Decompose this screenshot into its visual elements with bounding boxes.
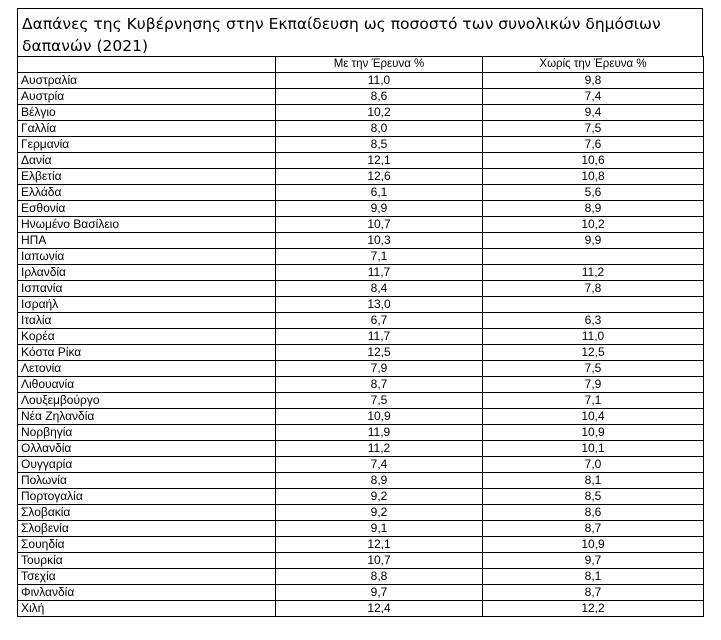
with-research-cell: 7,9	[276, 361, 483, 377]
table-row	[18, 361, 704, 377]
country-cell: Λουξεμβούργο	[18, 393, 276, 409]
with-research-cell: 12,6	[276, 169, 483, 185]
country-cell: Σουηδία	[18, 537, 276, 553]
table-row	[18, 297, 704, 313]
table-row	[18, 137, 704, 153]
with-research-cell: 9,1	[276, 521, 483, 537]
with-research-cell: 12,1	[276, 153, 483, 169]
country-cell: Αυστρία	[18, 89, 276, 105]
without-research-cell: 7,4	[483, 89, 704, 105]
with-research-cell: 8,4	[276, 281, 483, 297]
with-research-cell: 9,9	[276, 201, 483, 217]
table-row	[18, 265, 704, 281]
table-row	[18, 377, 704, 393]
table-row	[18, 585, 704, 601]
country-cell: Φινλανδία	[18, 585, 276, 601]
with-research-cell: 9,2	[276, 489, 483, 505]
country-cell: Νορβηγία	[18, 425, 276, 441]
with-research-cell: 10,7	[276, 553, 483, 569]
without-research-cell: 9,4	[483, 105, 704, 121]
country-cell: Ιαπωνία	[18, 249, 276, 265]
table-row	[18, 569, 704, 585]
without-research-cell: 11,2	[483, 265, 704, 281]
country-cell: Κορέα	[18, 329, 276, 345]
without-research-cell: 10,1	[483, 441, 704, 457]
without-research-cell: 10,4	[483, 409, 704, 425]
without-research-cell: 12,5	[483, 345, 704, 361]
without-research-cell: 9,8	[483, 73, 704, 89]
table-row	[18, 153, 704, 169]
header-without-research: Χωρίς την Έρευνα %	[483, 57, 704, 73]
with-research-cell: 9,2	[276, 505, 483, 521]
country-cell: Ηνωμένο Βασίλειο	[18, 217, 276, 233]
country-cell: Ισπανία	[18, 281, 276, 297]
without-research-cell: 7,8	[483, 281, 704, 297]
without-research-cell: 6,3	[483, 313, 704, 329]
country-cell: Σλοβακία	[18, 505, 276, 521]
with-research-cell: 10,7	[276, 217, 483, 233]
table-title: Δαπάνες της Κυβέρνησης στην Εκπαίδευση ως ποσοστό των συνολικών δημόσιων δαπανών (2021)	[17, 8, 703, 56]
table-row	[18, 217, 704, 233]
with-research-cell: 8,7	[276, 377, 483, 393]
country-cell: Λετονία	[18, 361, 276, 377]
without-research-cell	[483, 249, 704, 265]
country-cell: Χιλή	[18, 601, 276, 617]
table-row	[18, 425, 704, 441]
country-cell: Πορτογαλία	[18, 489, 276, 505]
country-cell: Δανία	[18, 153, 276, 169]
with-research-cell: 8,9	[276, 473, 483, 489]
with-research-cell: 12,5	[276, 345, 483, 361]
without-research-cell: 8,1	[483, 569, 704, 585]
table-row	[18, 521, 704, 537]
table-row	[18, 345, 704, 361]
country-cell: Γερμανία	[18, 137, 276, 153]
table-row	[18, 441, 704, 457]
country-cell: Κόστα Ρίκα	[18, 345, 276, 361]
country-cell: ΗΠΑ	[18, 233, 276, 249]
without-research-cell: 11,0	[483, 329, 704, 345]
without-research-cell: 8,7	[483, 521, 704, 537]
with-research-cell: 7,1	[276, 249, 483, 265]
without-research-cell: 8,7	[483, 585, 704, 601]
with-research-cell: 6,7	[276, 313, 483, 329]
country-cell: Ισραήλ	[18, 297, 276, 313]
with-research-cell: 11,9	[276, 425, 483, 441]
country-cell: Τουρκία	[18, 553, 276, 569]
with-research-cell: 11,2	[276, 441, 483, 457]
header-country	[18, 57, 276, 73]
country-cell: Ολλανδία	[18, 441, 276, 457]
without-research-cell: 9,9	[483, 233, 704, 249]
country-cell: Αυστραλία	[18, 73, 276, 89]
with-research-cell: 11,7	[276, 329, 483, 345]
country-cell: Πολωνία	[18, 473, 276, 489]
without-research-cell: 9,7	[483, 553, 704, 569]
country-cell: Νέα Ζηλανδία	[18, 409, 276, 425]
without-research-cell: 10,6	[483, 153, 704, 169]
with-research-cell: 7,4	[276, 457, 483, 473]
header-row	[18, 57, 704, 73]
table-row	[18, 537, 704, 553]
with-research-cell: 12,1	[276, 537, 483, 553]
with-research-cell: 8,6	[276, 89, 483, 105]
table-row	[18, 73, 704, 89]
without-research-cell: 10,8	[483, 169, 704, 185]
table-row	[18, 473, 704, 489]
table-row	[18, 233, 704, 249]
table-row	[18, 329, 704, 345]
without-research-cell	[483, 297, 704, 313]
country-cell: Ιρλανδία	[18, 265, 276, 281]
without-research-cell: 7,6	[483, 137, 704, 153]
data-table	[17, 56, 704, 617]
with-research-cell: 8,8	[276, 569, 483, 585]
table-row	[18, 505, 704, 521]
country-cell: Τσεχία	[18, 569, 276, 585]
without-research-cell: 7,5	[483, 361, 704, 377]
table-row	[18, 169, 704, 185]
table-row	[18, 89, 704, 105]
with-research-cell: 10,9	[276, 409, 483, 425]
without-research-cell: 8,5	[483, 489, 704, 505]
table-row	[18, 601, 704, 617]
country-cell: Ελλάδα	[18, 185, 276, 201]
without-research-cell: 7,0	[483, 457, 704, 473]
without-research-cell: 12,2	[483, 601, 704, 617]
without-research-cell: 5,6	[483, 185, 704, 201]
country-cell: Ουγγαρία	[18, 457, 276, 473]
with-research-cell: 10,3	[276, 233, 483, 249]
table-row	[18, 121, 704, 137]
country-cell: Βέλγιο	[18, 105, 276, 121]
without-research-cell: 8,6	[483, 505, 704, 521]
with-research-cell: 12,4	[276, 601, 483, 617]
with-research-cell: 7,5	[276, 393, 483, 409]
country-cell: Λιθουανία	[18, 377, 276, 393]
table-row	[18, 313, 704, 329]
with-research-cell: 11,0	[276, 73, 483, 89]
without-research-cell: 7,5	[483, 121, 704, 137]
country-cell: Ιταλία	[18, 313, 276, 329]
spreadsheet-table	[17, 8, 703, 617]
without-research-cell: 10,9	[483, 425, 704, 441]
without-research-cell: 8,9	[483, 201, 704, 217]
with-research-cell: 11,7	[276, 265, 483, 281]
table-row	[18, 249, 704, 265]
country-cell: Εσθονία	[18, 201, 276, 217]
table-row	[18, 553, 704, 569]
with-research-cell: 8,0	[276, 121, 483, 137]
country-cell: Ελβετία	[18, 169, 276, 185]
table-row	[18, 105, 704, 121]
table-row	[18, 201, 704, 217]
with-research-cell: 8,5	[276, 137, 483, 153]
without-research-cell: 10,9	[483, 537, 704, 553]
table-row	[18, 457, 704, 473]
with-research-cell: 13,0	[276, 297, 483, 313]
country-cell: Σλοβενία	[18, 521, 276, 537]
country-cell: Γαλλία	[18, 121, 276, 137]
without-research-cell: 8,1	[483, 473, 704, 489]
table-row	[18, 393, 704, 409]
without-research-cell: 7,1	[483, 393, 704, 409]
with-research-cell: 6,1	[276, 185, 483, 201]
table-row	[18, 409, 704, 425]
with-research-cell: 10,2	[276, 105, 483, 121]
with-research-cell: 9,7	[276, 585, 483, 601]
table-row	[18, 281, 704, 297]
header-with-research: Με την Έρευνα %	[276, 57, 483, 73]
table-row	[18, 185, 704, 201]
without-research-cell: 7,9	[483, 377, 704, 393]
without-research-cell: 10,2	[483, 217, 704, 233]
table-row	[18, 489, 704, 505]
